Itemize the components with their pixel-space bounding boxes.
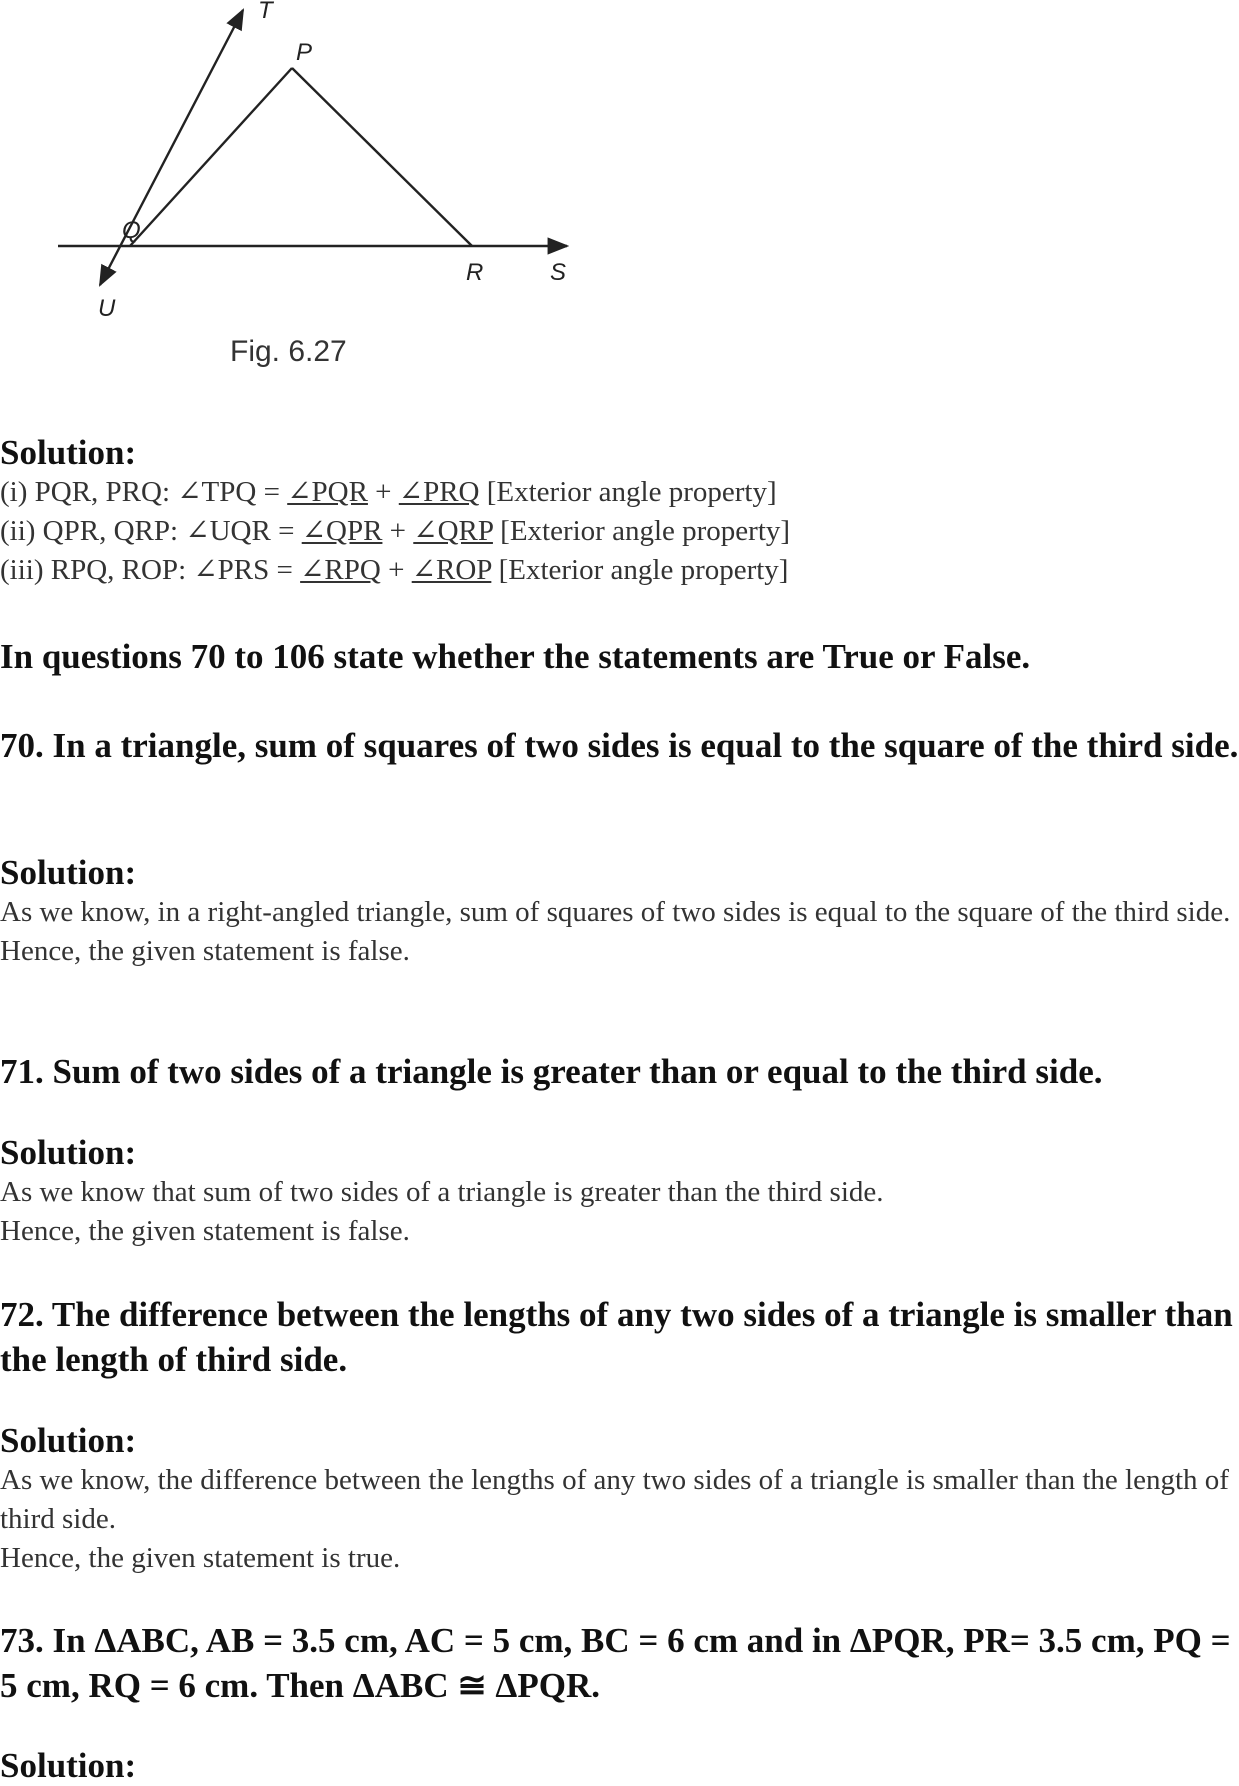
solution-label: Solution: xyxy=(0,1133,137,1172)
solution-72 xyxy=(0,1421,1239,1578)
solution-label: Solution: xyxy=(0,1746,137,1785)
solution-label: Solution: xyxy=(0,1421,137,1460)
triangle-figure xyxy=(0,0,620,380)
solution-line: (iii) RPQ, ROP: ∠PRS = ∠RPQ + ∠ROP [Exterior angle property] xyxy=(0,554,789,586)
question-70 xyxy=(0,723,1239,768)
answer-line: As we know that sum of two sides of a triangle is greater than the third side. xyxy=(0,1176,884,1208)
question-text: 72. The difference between the lengths of any two sides of a triangle is smaller than the length of third side. xyxy=(0,1295,1233,1379)
solution-label: Solution: xyxy=(0,853,137,892)
solution-line: (ii) QPR, QRP: ∠UQR = ∠QPR + ∠QRP [Exterior angle property] xyxy=(0,515,791,547)
label-s: S xyxy=(550,259,567,286)
solution-line: (i) PQR, PRQ: ∠TPQ = ∠PQR + ∠PRQ [Exterior angle property] xyxy=(0,476,777,508)
question-text: 71. Sum of two sides of a triangle is greater than or equal to the third side. xyxy=(0,1052,1103,1091)
instruction: In questions 70 to 106 state whether the statements are True or False. xyxy=(0,637,1031,676)
answer-line: Hence, the given statement is false. xyxy=(0,1215,410,1247)
solution-69 xyxy=(0,433,1239,590)
answer-line: As we know, the difference between the lengths of any two sides of a triangle is smaller than the length of third side. xyxy=(0,1464,1229,1535)
side-pr xyxy=(292,68,472,246)
label-q: Q xyxy=(122,217,141,244)
label-t: T xyxy=(258,0,273,24)
side-pq xyxy=(130,68,292,246)
question-72 xyxy=(0,1292,1239,1382)
label-p: P xyxy=(296,39,313,66)
question-73 xyxy=(0,1618,1239,1708)
solution-label: Solution: xyxy=(0,433,137,472)
solution-70 xyxy=(0,853,1239,971)
question-text: 70. In a triangle, sum of squares of two sides is equal to the square of the third side. xyxy=(0,726,1239,765)
answer-line: Hence, the given statement is false. xyxy=(0,935,410,967)
solution-71 xyxy=(0,1133,1239,1251)
question-text: 73. In ΔABC, AB = 3.5 cm, AC = 5 cm, BC = 6 cm and in ΔPQR, PR= 3.5 cm, PQ = 5 cm, RQ = 6 cm. Then ΔABC ≅ ΔPQR. xyxy=(0,1621,1231,1705)
solution-73 xyxy=(0,1746,1239,1786)
answer-line: Hence, the given statement is true. xyxy=(0,1542,401,1574)
label-u: U xyxy=(98,295,116,322)
figure-caption: Fig. 6.27 xyxy=(230,335,347,368)
label-r: R xyxy=(466,259,484,286)
question-71 xyxy=(0,1049,1239,1094)
answer-line: As we know, in a right-angled triangle, sum of squares of two sides is equal to the square of the third side. xyxy=(0,896,1231,928)
